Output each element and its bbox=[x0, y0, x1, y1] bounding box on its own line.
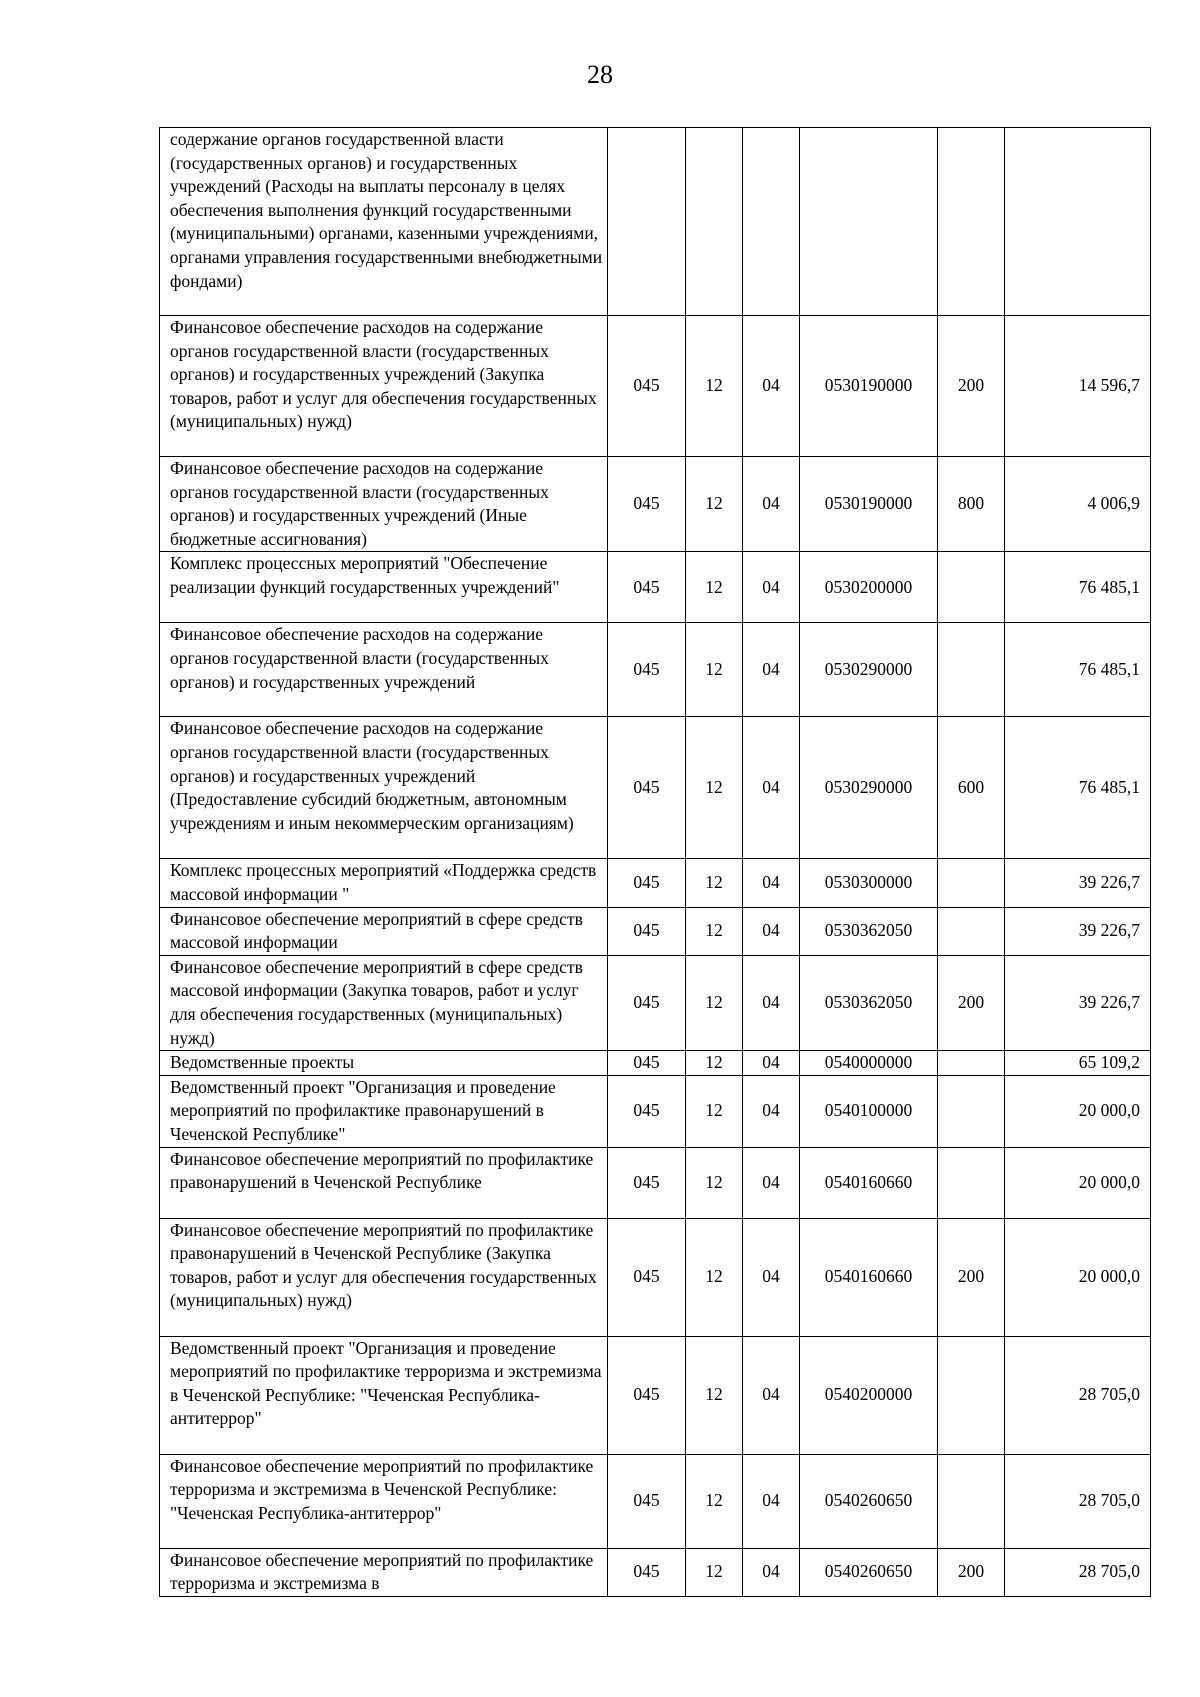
ministry-code: 045 bbox=[608, 457, 686, 552]
table-row bbox=[160, 907, 1151, 955]
amount: 39 226,7 bbox=[1005, 859, 1151, 907]
subsection-code: 04 bbox=[743, 1336, 800, 1454]
ministry-code: 045 bbox=[608, 1218, 686, 1336]
subsection-code: 04 bbox=[743, 316, 800, 457]
row-description: Финансовое обеспечение расходов на содержание органов государственной власти (государственных органов) и государственных учреждений (Иные бюджетные ассигнования) bbox=[160, 457, 608, 552]
amount bbox=[1005, 128, 1151, 316]
subsection-code: 04 bbox=[743, 1548, 800, 1596]
row-description: Комплекс процессных мероприятий «Поддержка средств массовой информации " bbox=[160, 859, 608, 907]
expense-type: 800 bbox=[938, 457, 1005, 552]
budget-table bbox=[159, 127, 1151, 1597]
expense-type: 200 bbox=[938, 316, 1005, 457]
section-code: 12 bbox=[686, 1075, 743, 1147]
amount: 4 006,9 bbox=[1005, 457, 1151, 552]
target-code: 0530290000 bbox=[800, 717, 938, 859]
expense-type bbox=[938, 623, 1005, 717]
expense-type bbox=[938, 1075, 1005, 1147]
table-row bbox=[160, 316, 1151, 457]
row-description: Финансовое обеспечение мероприятий в сфере средств массовой информации (Закупка товаров, работ и услуг для обеспечения государственных (муниципальных) нужд) bbox=[160, 955, 608, 1050]
row-description: Ведомственный проект "Организация и проведение мероприятий по профилактике терроризма и экстремизма в Чеченской Республике: "Чеченская Республика-антитеррор" bbox=[160, 1336, 608, 1454]
section-code: 12 bbox=[686, 717, 743, 859]
amount: 20 000,0 bbox=[1005, 1218, 1151, 1336]
target-code: 0540160660 bbox=[800, 1218, 938, 1336]
amount: 28 705,0 bbox=[1005, 1336, 1151, 1454]
target-code: 0540000000 bbox=[800, 1051, 938, 1076]
ministry-code: 045 bbox=[608, 623, 686, 717]
amount: 39 226,7 bbox=[1005, 955, 1151, 1050]
subsection-code: 04 bbox=[743, 859, 800, 907]
ministry-code: 045 bbox=[608, 907, 686, 955]
section-code bbox=[686, 128, 743, 316]
section-code: 12 bbox=[686, 907, 743, 955]
row-description: содержание органов государственной власти (государственных органов) и государственных учреждений (Расходы на выплаты персоналу в целях обеспечения выполнения функций государственными (муниципальными) органами, казенными учреждениями, органами управления государственными внебюджетными фондами) bbox=[160, 128, 608, 316]
target-code: 0530200000 bbox=[800, 552, 938, 623]
subsection-code: 04 bbox=[743, 1147, 800, 1218]
expense-type bbox=[938, 1051, 1005, 1076]
table-row bbox=[160, 955, 1151, 1050]
target-code: 0530190000 bbox=[800, 457, 938, 552]
expense-type bbox=[938, 1147, 1005, 1218]
expense-type bbox=[938, 128, 1005, 316]
ministry-code: 045 bbox=[608, 717, 686, 859]
subsection-code: 04 bbox=[743, 907, 800, 955]
section-code: 12 bbox=[686, 1454, 743, 1548]
amount: 76 485,1 bbox=[1005, 552, 1151, 623]
amount: 39 226,7 bbox=[1005, 907, 1151, 955]
expense-type: 600 bbox=[938, 717, 1005, 859]
target-code bbox=[800, 128, 938, 316]
table-row bbox=[160, 1075, 1151, 1147]
row-description: Финансовое обеспечение расходов на содержание органов государственной власти (государственных органов) и государственных учреждений (Предоставление субсидий бюджетным, автономным учреждениям и иным некоммерческим организациям) bbox=[160, 717, 608, 859]
amount: 28 705,0 bbox=[1005, 1454, 1151, 1548]
row-description: Финансовое обеспечение мероприятий по профилактике терроризма и экстремизма в bbox=[160, 1548, 608, 1596]
table-row bbox=[160, 1147, 1151, 1218]
section-code: 12 bbox=[686, 623, 743, 717]
expense-type: 200 bbox=[938, 1548, 1005, 1596]
section-code: 12 bbox=[686, 1051, 743, 1076]
page-number: 28 bbox=[587, 60, 613, 89]
table-row bbox=[160, 128, 1151, 316]
expense-type bbox=[938, 552, 1005, 623]
subsection-code: 04 bbox=[743, 955, 800, 1050]
amount: 14 596,7 bbox=[1005, 316, 1151, 457]
section-code: 12 bbox=[686, 1548, 743, 1596]
table-row bbox=[160, 623, 1151, 717]
expense-type bbox=[938, 1454, 1005, 1548]
expense-type: 200 bbox=[938, 1218, 1005, 1336]
table-row bbox=[160, 1336, 1151, 1454]
row-description: Финансовое обеспечение мероприятий по профилактике правонарушений в Чеченской Республике (Закупка товаров, работ и услуг для обеспечения государственных (муниципальных) нужд) bbox=[160, 1218, 608, 1336]
ministry-code: 045 bbox=[608, 1548, 686, 1596]
ministry-code: 045 bbox=[608, 1336, 686, 1454]
target-code: 0530362050 bbox=[800, 907, 938, 955]
amount: 65 109,2 bbox=[1005, 1051, 1151, 1076]
subsection-code: 04 bbox=[743, 717, 800, 859]
expense-type: 200 bbox=[938, 955, 1005, 1050]
target-code: 0540200000 bbox=[800, 1336, 938, 1454]
table-row bbox=[160, 457, 1151, 552]
row-description: Финансовое обеспечение мероприятий по профилактике правонарушений в Чеченской Республике bbox=[160, 1147, 608, 1218]
ministry-code: 045 bbox=[608, 859, 686, 907]
subsection-code: 04 bbox=[743, 623, 800, 717]
amount: 20 000,0 bbox=[1005, 1075, 1151, 1147]
amount: 28 705,0 bbox=[1005, 1548, 1151, 1596]
section-code: 12 bbox=[686, 955, 743, 1050]
section-code: 12 bbox=[686, 552, 743, 623]
row-description: Ведомственные проекты bbox=[160, 1051, 608, 1076]
ministry-code: 045 bbox=[608, 1147, 686, 1218]
ministry-code: 045 bbox=[608, 552, 686, 623]
row-description: Комплекс процессных мероприятий "Обеспечение реализации функций государственных учреждений" bbox=[160, 552, 608, 623]
row-description: Финансовое обеспечение мероприятий в сфере средств массовой информации bbox=[160, 907, 608, 955]
ministry-code bbox=[608, 128, 686, 316]
amount: 76 485,1 bbox=[1005, 623, 1151, 717]
section-code: 12 bbox=[686, 316, 743, 457]
target-code: 0540260650 bbox=[800, 1454, 938, 1548]
section-code: 12 bbox=[686, 1147, 743, 1218]
ministry-code: 045 bbox=[608, 316, 686, 457]
table-row bbox=[160, 1454, 1151, 1548]
table-row bbox=[160, 717, 1151, 859]
table-row bbox=[160, 1218, 1151, 1336]
target-code: 0530190000 bbox=[800, 316, 938, 457]
expense-type bbox=[938, 1336, 1005, 1454]
subsection-code: 04 bbox=[743, 1454, 800, 1548]
row-description: Финансовое обеспечение расходов на содержание органов государственной власти (государственных органов) и государственных учреждений (Закупка товаров, работ и услуг для обеспечения государственных (муниципальных) нужд) bbox=[160, 316, 608, 457]
subsection-code bbox=[743, 128, 800, 316]
section-code: 12 bbox=[686, 457, 743, 552]
amount: 76 485,1 bbox=[1005, 717, 1151, 859]
target-code: 0540260650 bbox=[800, 1548, 938, 1596]
target-code: 0530300000 bbox=[800, 859, 938, 907]
amount: 20 000,0 bbox=[1005, 1147, 1151, 1218]
section-code: 12 bbox=[686, 1336, 743, 1454]
row-description: Ведомственный проект "Организация и проведение мероприятий по профилактике правонарушений в Чеченской Республике" bbox=[160, 1075, 608, 1147]
expense-type bbox=[938, 907, 1005, 955]
section-code: 12 bbox=[686, 859, 743, 907]
table-row bbox=[160, 859, 1151, 907]
row-description: Финансовое обеспечение расходов на содержание органов государственной власти (государственных органов) и государственных учреждений bbox=[160, 623, 608, 717]
target-code: 0540160660 bbox=[800, 1147, 938, 1218]
ministry-code: 045 bbox=[608, 1051, 686, 1076]
target-code: 0540100000 bbox=[800, 1075, 938, 1147]
row-description: Финансовое обеспечение мероприятий по профилактике терроризма и экстремизма в Чеченской Республике: "Чеченская Республика-антитеррор" bbox=[160, 1454, 608, 1548]
ministry-code: 045 bbox=[608, 1075, 686, 1147]
subsection-code: 04 bbox=[743, 1075, 800, 1147]
subsection-code: 04 bbox=[743, 552, 800, 623]
subsection-code: 04 bbox=[743, 1218, 800, 1336]
expense-type bbox=[938, 859, 1005, 907]
subsection-code: 04 bbox=[743, 457, 800, 552]
subsection-code: 04 bbox=[743, 1051, 800, 1076]
ministry-code: 045 bbox=[608, 1454, 686, 1548]
table-row bbox=[160, 1548, 1151, 1596]
target-code: 0530362050 bbox=[800, 955, 938, 1050]
table-row bbox=[160, 552, 1151, 623]
ministry-code: 045 bbox=[608, 955, 686, 1050]
table-row bbox=[160, 1051, 1151, 1076]
target-code: 0530290000 bbox=[800, 623, 938, 717]
section-code: 12 bbox=[686, 1218, 743, 1336]
